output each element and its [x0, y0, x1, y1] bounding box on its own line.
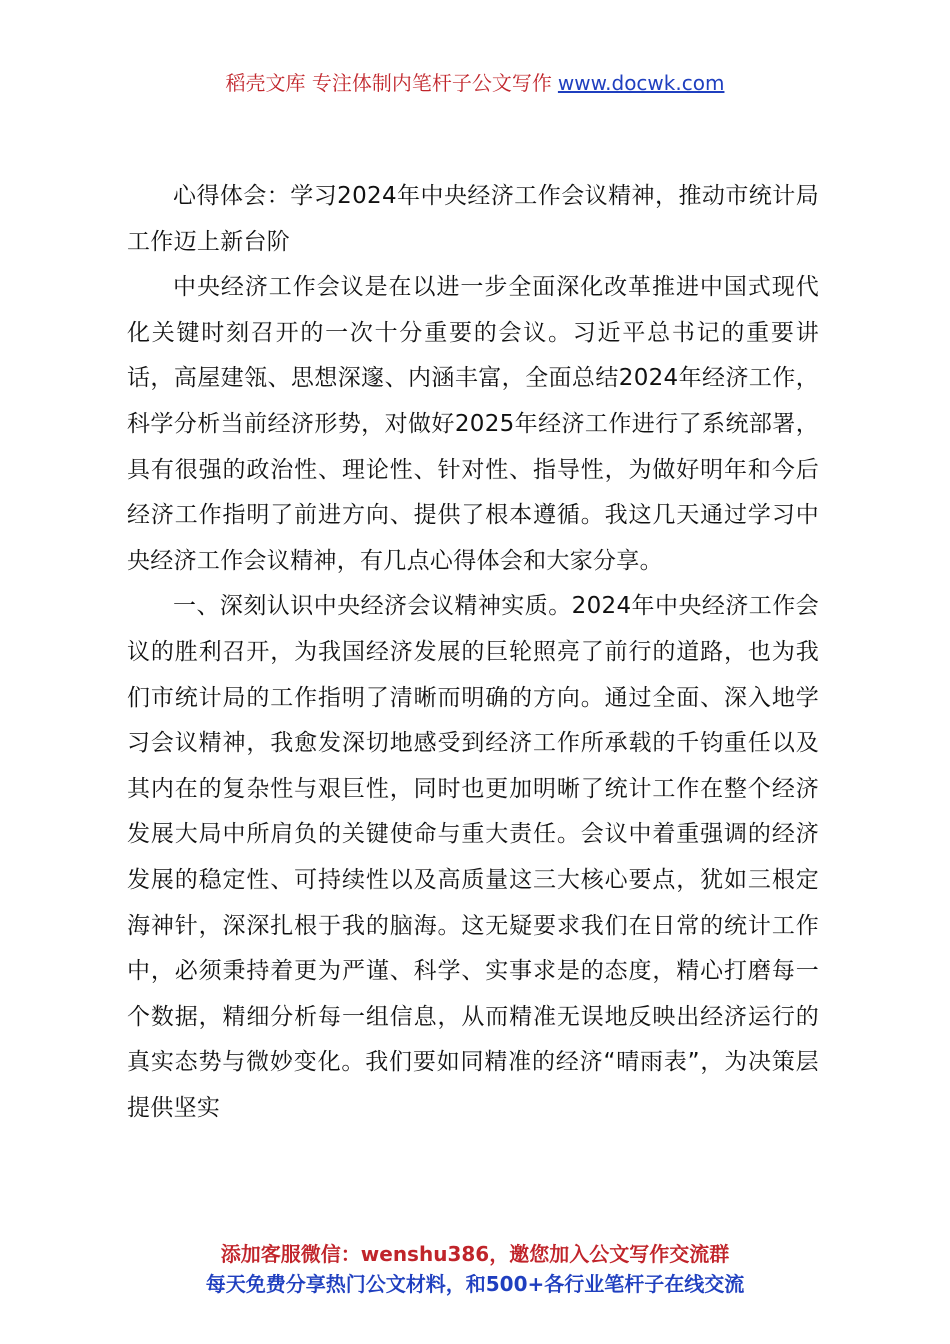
promo-line-wechat: 添加客服微信：wenshu386，邀您加入公文写作交流群 — [220, 1242, 730, 1266]
paragraph-section-one: 一、深刻认识中央经济会议精神实质。2024年中央经济工作会议的胜利召开，为我国经济发展的巨轮照亮了前行的道路，也为我们市统计局的工作指明了清晰而明确的方向。通过全面、深入地学习会议精神，我愈发深切地感受到经济工作所承载的千钧重任以及其内在的复杂性与艰巨性，同时也更加明晰了统计工作在整个经济发展大局中所肩负的关键使命与重大责任。会议中着重强调的经济发展的稳定性、可持续性以及高质量这三大核心要点，犹如三根定海神针，深深扎根于我的脑海。这无疑要求我们在日常的统计工作中，必须秉持着更为严谨、科学、实事求是的态度，精心打磨每一个数据，精细分析每一组信息，从而精准无误地反映出经济运行的真实态势与微妙变化。我们要如同精准的经济“晴雨表”，为决策层提供坚实 — [127, 593, 819, 1121]
site-link[interactable]: www.docwk.com — [557, 71, 725, 95]
promo-footer — [0, 1239, 950, 1299]
document-title: 心得体会：学习2024年中央经济工作会议精神，推动市统计局工作迈上新台阶 — [127, 183, 819, 255]
site-brand-text: 稻壳文库 专注体制内笔杆子公文写作 — [225, 71, 552, 95]
document-body — [127, 174, 819, 1131]
site-header — [0, 68, 950, 98]
paragraph-intro: 中央经济工作会议是在以进一步全面深化改革推进中国式现代化关键时刻召开的一次十分重要的会议。习近平总书记的重要讲话，高屋建瓴、思想深邃、内涵丰富，全面总结2024年经济工作，科学分析当前经济形势，对做好2025年经济工作进行了系统部署，具有很强的政治性、理论性、针对性、指导性，为做好明年和今后经济工作指明了前进方向、提供了根本遵循。我这几天通过学习中央经济工作会议精神，有几点心得体会和大家分享。 — [127, 274, 819, 574]
promo-line-share: 每天免费分享热门公文材料，和500+各行业笔杆子在线交流 — [205, 1272, 745, 1296]
